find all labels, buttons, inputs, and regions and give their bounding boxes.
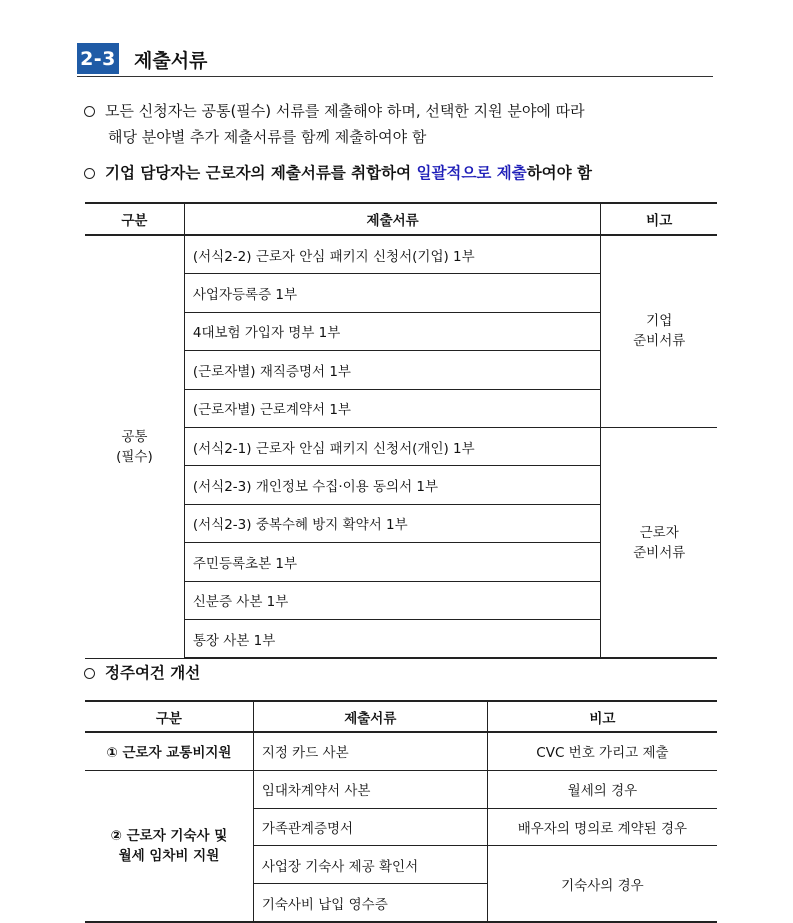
circle-bullet-icon <box>84 168 95 179</box>
document-cell: (서식2-1) 근로자 안심 패키지 신청서(개인) 1부 <box>184 427 601 465</box>
circle-bullet-icon <box>84 668 95 679</box>
table-row <box>85 770 717 808</box>
note-company-line-2: 준비서류 <box>633 333 686 350</box>
document-cell: 4대보험 가입자 명부 1부 <box>184 312 601 350</box>
document-cell: 가족관계증명서 <box>253 808 487 846</box>
header-documents: 제출서류 <box>184 203 601 235</box>
category-required-label: (필수) <box>116 448 153 465</box>
table-row <box>85 235 717 274</box>
header-notes: 비고 <box>487 701 717 732</box>
header-category: 구분 <box>85 701 253 732</box>
document-cell: (근로자별) 재직증명서 1부 <box>184 351 601 389</box>
document-cell: 신분증 사본 1부 <box>184 581 601 619</box>
document-cell: (근로자별) 근로계약서 1부 <box>184 389 601 427</box>
category-dormitory-line-1: ② 근로자 기숙사 및 <box>110 827 228 844</box>
document-cell: 사업장 기숙사 제공 확인서 <box>253 846 487 884</box>
bullet-text-highlight: 일괄적으로 제출 <box>416 164 527 182</box>
table-row <box>85 732 717 770</box>
table-header-row <box>85 701 717 732</box>
table-header-row <box>85 203 717 235</box>
document-cell: (서식2-2) 근로자 안심 패키지 신청서(기업) 1부 <box>184 235 601 274</box>
document-cell: 지정 카드 사본 <box>253 732 487 770</box>
header-notes: 비고 <box>601 203 717 235</box>
category-dormitory <box>85 770 253 922</box>
note-company-cell <box>601 235 717 427</box>
document-cell: (서식2-3) 중복수혜 방지 확약서 1부 <box>184 504 601 542</box>
document-cell: 임대차계약서 사본 <box>253 770 487 808</box>
note-cell: 월세의 경우 <box>487 770 717 808</box>
note-cell: 기숙사의 경우 <box>487 846 717 922</box>
category-transport: ① 근로자 교통비지원 <box>85 732 253 770</box>
bullet-living-conditions <box>84 660 200 686</box>
document-cell: 기숙사비 납입 영수증 <box>253 884 487 922</box>
note-company-line-1: 기업 <box>646 313 673 330</box>
note-cell: CVC 번호 가리고 제출 <box>487 732 717 770</box>
section-number-badge: 2-3 <box>77 43 119 74</box>
bullet-text-pre: 기업 담당자는 근로자의 제출서류를 취합하여 <box>105 164 417 182</box>
note-worker-line-1: 근로자 <box>639 524 679 541</box>
bullet-general-notice <box>84 98 714 150</box>
note-worker-line-2: 준비서류 <box>633 544 686 561</box>
bullet-company-submission <box>84 160 592 186</box>
header-category: 구분 <box>85 203 184 235</box>
circle-bullet-icon <box>84 106 95 117</box>
section-title: 제출서류 <box>134 50 208 72</box>
bullet-line-1: 모든 신청자는 공통(필수) 서류를 제출해야 하며, 선택한 지원 분야에 따라 <box>105 102 585 120</box>
note-worker-cell <box>601 427 717 658</box>
section-header <box>77 40 713 77</box>
header-documents: 제출서류 <box>253 701 487 732</box>
note-cell: 배우자의 명의로 계약된 경우 <box>487 808 717 846</box>
document-cell: 주민등록초본 1부 <box>184 543 601 581</box>
document-cell: 통장 사본 1부 <box>184 619 601 658</box>
bullet-line-2: 해당 분야별 추가 제출서류를 함께 제출하여야 함 <box>108 128 427 146</box>
common-documents-table <box>85 202 717 659</box>
category-common-cell <box>85 235 184 658</box>
document-cell: 사업자등록증 1부 <box>184 274 601 312</box>
category-common-label: 공통 <box>121 428 148 445</box>
bullet-text-post: 하여야 함 <box>526 164 592 182</box>
category-dormitory-line-2: 월세 임차비 지원 <box>118 847 220 864</box>
bullet-living-title: 정주여건 개선 <box>105 664 201 682</box>
living-support-table <box>85 700 717 923</box>
document-cell: (서식2-3) 개인정보 수집·이용 동의서 1부 <box>184 466 601 504</box>
